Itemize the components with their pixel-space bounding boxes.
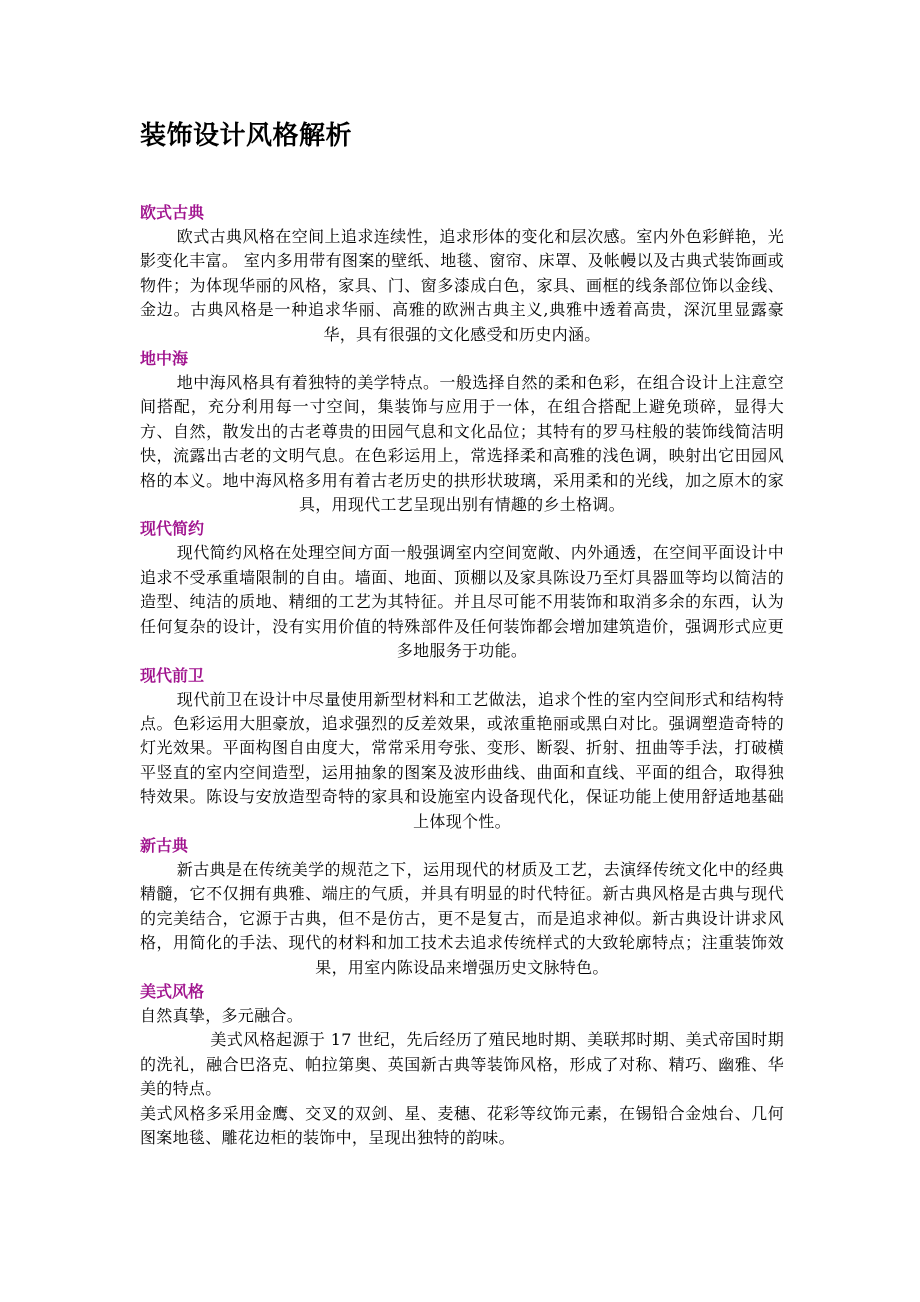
section-heading: 地中海 — [140, 349, 189, 369]
section-mediterranean — [140, 347, 784, 517]
section-paragraph: 美式风格起源于 17 世纪，先后经历了殖民地时期、美联邦时期、美式帝国时期的洗礼，融合巴洛克、帕拉第奥、英国新古典等装饰风格，形成了对称、精巧、幽雅、华美的特点。 — [140, 1030, 784, 1099]
section-heading: 欧式古典 — [140, 203, 205, 222]
section-paragraph-secondary: 美式风格多采用金鹰、交叉的双剑、星、麦穗、花彩等纹饰元素，在锡铅合金烛台、几何图案地毯、雕花边柜的装饰中，呈现出独特的韵味。 — [140, 1103, 784, 1147]
section-modern-minimal — [140, 517, 784, 663]
document-page — [140, 116, 784, 1150]
section-modern-avant-garde — [140, 664, 784, 834]
section-paragraph: 现代前卫在设计中尽量使用新型材料和工艺做法，追求个性的室内空间形式和结构特点。色彩运用大胆豪放，追求强烈的反差效果，或浓重艳丽或黑白对比。强调塑造奇特的灯光效果。平面构图自由度大，常常采用夸张、变形、断裂、折射、扭曲等手法，打破横平竖直的室内空间造型，运用抽象的图案及波形曲线、曲面和直线、平面的组合，取得独特效果。陈设与安放造型奇特的家具和设施室内设备现代化，保证功能上使用舒适地基础上体现个性。 — [140, 689, 784, 831]
section-european-classic — [140, 201, 784, 347]
section-paragraph: 地中海风格具有着独特的美学特点。一般选择自然的柔和色彩，在组合设计上注意空间搭配，充分利用每一寸空间，集装饰与应用于一体，在组合搭配上避免琐碎，显得大方、自然，散发出的古老尊贵的田园气息和文化品位；其特有的罗马柱般的装饰线简洁明快，流露出古老的文明气息。在色彩运用上，常选择柔和高雅的浅色调，映射出它田园风格的本义。地中海风格多用有着古老历史的拱形状玻璃，采用柔和的光线，加之原木的家具，用现代工艺呈现出别有情趣的乡土格调。 — [140, 373, 784, 515]
section-american — [140, 980, 784, 1150]
section-tagline: 自然真挚，多元融合。 — [140, 1005, 304, 1025]
section-heading: 美式风格 — [140, 981, 205, 1001]
section-paragraph: 现代简约风格在处理空间方面一般强调室内空间宽敞、内外通透，在空间平面设计中追求不受承重墙限制的自由。墙面、地面、顶棚以及家具陈设乃至灯具器皿等均以简洁的造型、纯洁的质地、精细的工艺为其特征。并且尽可能不用装饰和取消多余的东西，认为任何复杂的设计，没有实用价值的特殊部件及任何装饰都会增加建筑造价，强调形式应更多地服务于功能。 — [140, 543, 784, 661]
section-paragraph: 新古典是在传统美学的规范之下，运用现代的材质及工艺，去演绎传统文化中的经典精髓，它不仅拥有典雅、端庄的气质，并具有明显的时代特征。新古典风格是古典与现代的完美结合，它源于古典，但不是仿古，更不是复古，而是追求神似。新古典设计讲求风格，用简化的手法、现代的材料和加工技术去追求传统样式的大致轮廓特点；注重装饰效果，用室内陈设品来增强历史文脉特色。 — [140, 859, 784, 977]
section-paragraph: 欧式古典风格在空间上追求连续性，追求形体的变化和层次感。室内外色彩鲜艳，光影变化丰富。 室内多用带有图案的壁纸、地毯、窗帘、床罩、及帐幔以及古典式装饰画或物件；为体现华丽的风格，家具、门、窗多漆成白色，家具、画框的线条部位饰以金线、金边。古典风格是一种追求华丽、高雅的欧洲古典主义,典雅中透着高贵，深沉里显露豪华，具有很强的文化感受和历史内涵。 — [140, 227, 784, 344]
section-heading: 现代简约 — [140, 519, 205, 539]
section-heading: 新古典 — [140, 835, 189, 855]
document-title: 装饰设计风格解析 — [140, 121, 353, 151]
section-heading: 现代前卫 — [140, 665, 205, 685]
section-neoclassical — [140, 834, 784, 980]
